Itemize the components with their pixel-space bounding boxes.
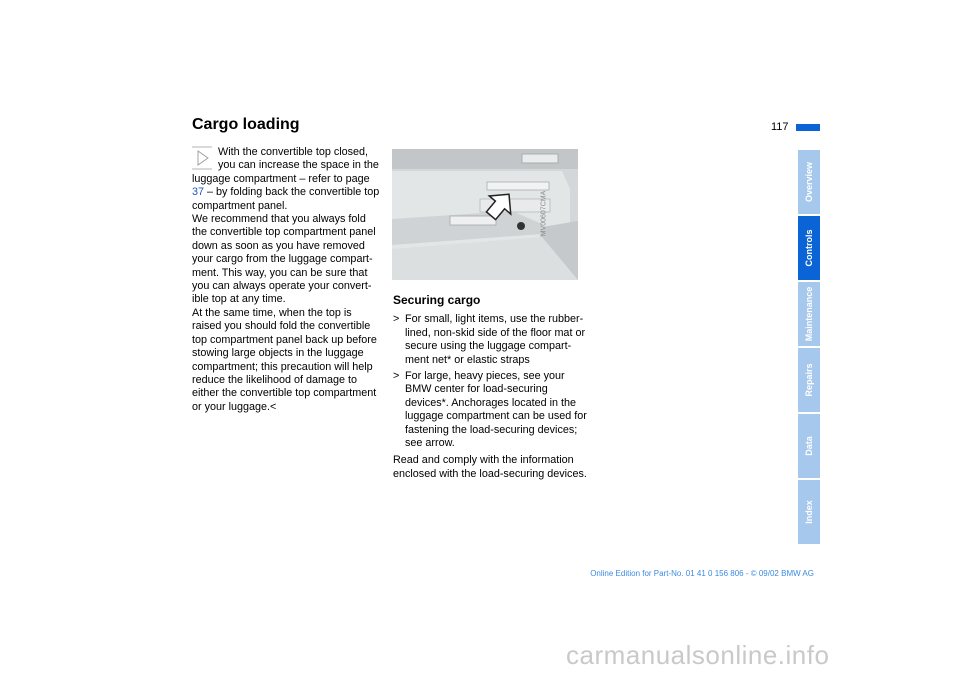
list-item: > For small, light items, use the rubber-lined, non-skid side of the floor mat or secure using the luggage compartment net* or elastic straps: [393, 313, 586, 366]
tab-controls[interactable]: Controls: [798, 216, 820, 280]
precaution-paragraph: At the same time, when the top is raised you should fold the convertible top compartment panel back up before stowing large objects in the luggage compartment; this precaution will help reduce the likelihood of damage to either the convertible top compartment or your luggage.<: [192, 306, 377, 413]
luggage-compartment-photo: [392, 149, 578, 280]
page-title: Cargo loading: [192, 116, 300, 133]
chapter-tabs: [798, 150, 820, 546]
page-37-link[interactable]: 37: [192, 186, 205, 199]
section-heading: Securing cargo: [393, 293, 481, 307]
tab-maintenance[interactable]: Maintenance: [798, 282, 820, 346]
bullet-triangle-icon: >: [393, 370, 400, 383]
watermark: carmanualsonline.info: [566, 640, 830, 670]
right-column: [393, 294, 587, 481]
bullet-triangle-icon: >: [393, 313, 400, 326]
tab-repairs[interactable]: Repairs: [798, 348, 820, 412]
tab-overview[interactable]: Overview: [798, 150, 820, 214]
photo-code: MV00607CMA: [540, 190, 548, 237]
tab-index[interactable]: Index: [798, 480, 820, 544]
footer-edition: Online Edition for Part-No. 01 41 0 156 806 - © 09/02 BMW AG: [590, 569, 814, 578]
intro-paragraph: With the convertible top closed, you can increase the space in the luggage compartment – refer to page 37 – by folding back the convertible top compartment panel.: [192, 146, 380, 212]
recommend-paragraph: We recommend that you always fold the convertible top compartment panel down as soon as you have removed your cargo from the luggage compartment. This way, you can be sure that you can always operate your convertible top at any time.: [192, 213, 376, 306]
page-number: 117: [771, 121, 789, 133]
left-column: [192, 146, 382, 414]
list-item: > For large, heavy pieces, see your BMW center for load-securing devices*. Anchorages located in the luggage compartment can be used for fastening the load-securing devices; see arrow.: [393, 370, 587, 450]
closing-paragraph: Read and comply with the information enclosed with the load-securing devices.: [393, 454, 587, 480]
note-arrow-icon: [192, 146, 212, 172]
tab-data[interactable]: Data: [798, 414, 820, 478]
page-number-bar: [796, 124, 820, 131]
